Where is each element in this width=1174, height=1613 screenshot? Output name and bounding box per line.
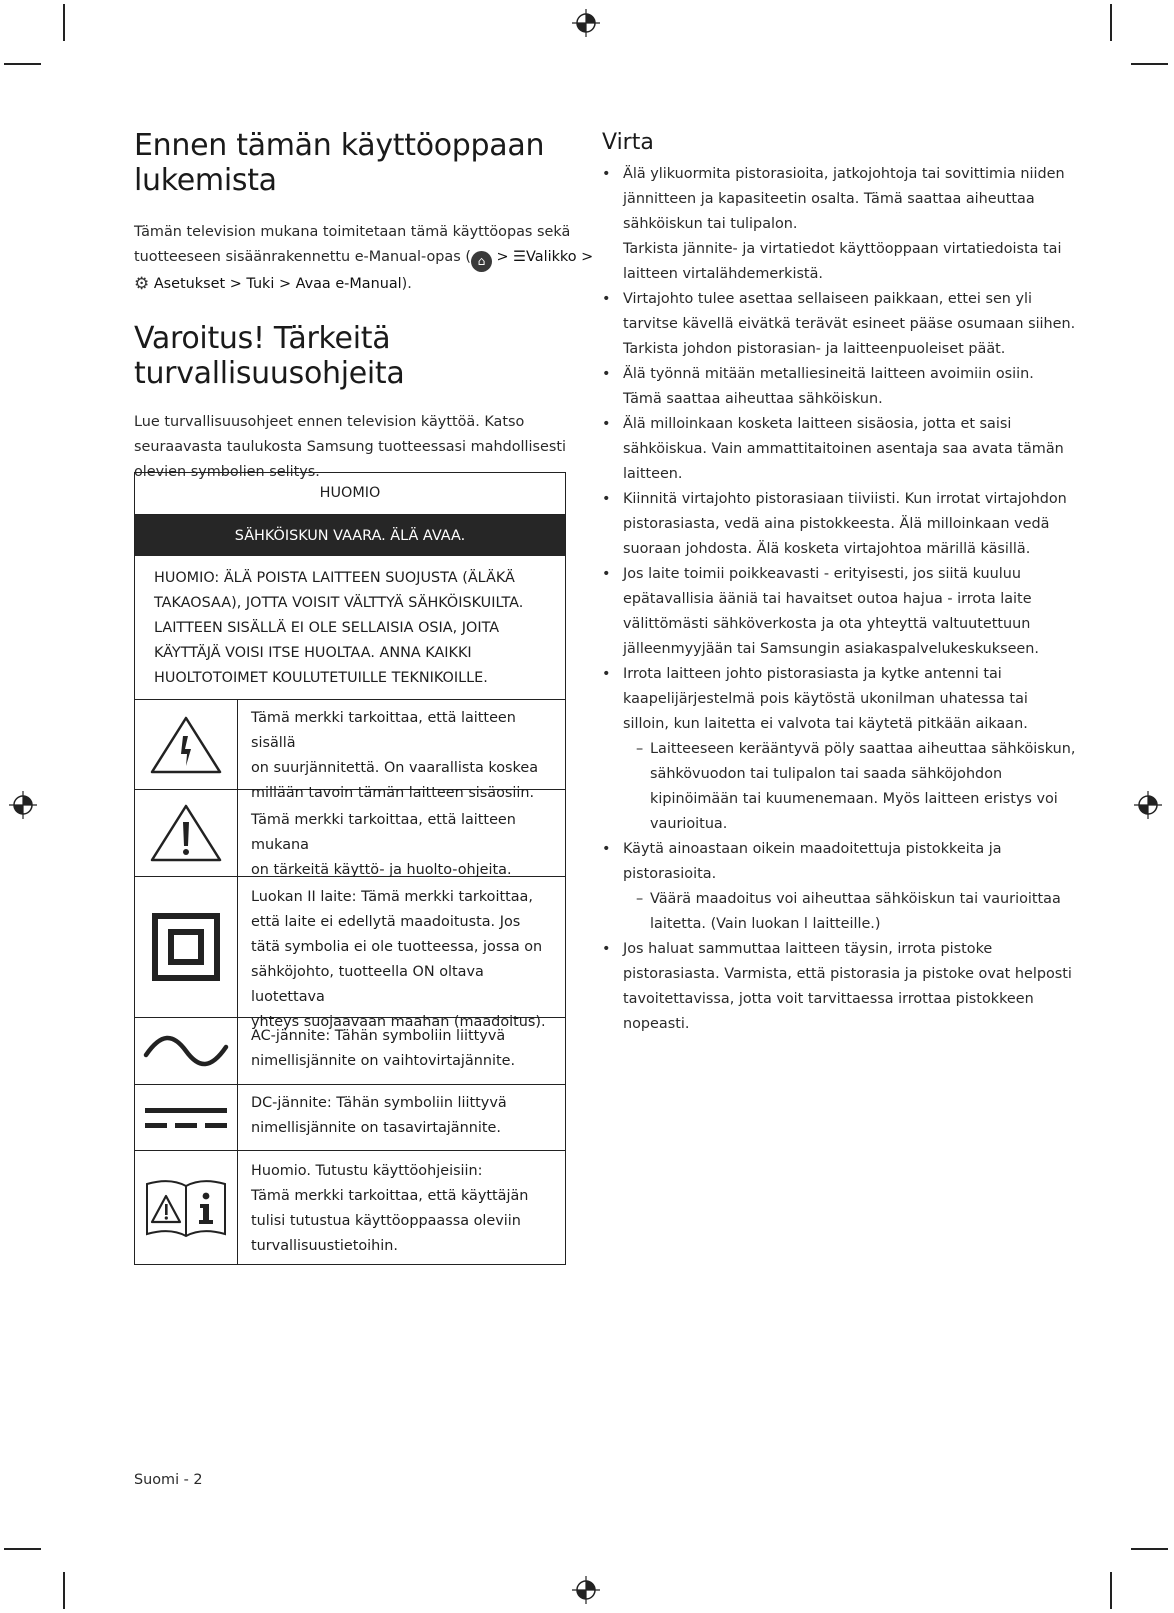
list-item-text bbox=[623, 562, 1047, 662]
manual-info-icon bbox=[143, 1176, 229, 1240]
text-line: Virtajohto tulee asettaa sellaiseen paikkaan, ettei sen yli bbox=[623, 291, 1033, 307]
bullet-icon: • bbox=[602, 841, 611, 857]
text-line: silloin, kun laitetta ei valvota tai käytetä pitkään aikaan. bbox=[623, 716, 1028, 732]
text-line: kipinöimään tai kuumenemaan. Myös laitteen eristys voi bbox=[650, 791, 1058, 807]
table-row bbox=[135, 790, 565, 877]
title-line: turvallisuusohjeita bbox=[134, 356, 405, 391]
warning-text bbox=[135, 556, 565, 700]
text-line: sähköiskua. Vain ammattitaitoinen asentaja saa avata tämän bbox=[623, 441, 1064, 457]
bullet-icon: • bbox=[602, 666, 611, 682]
table-row bbox=[135, 1151, 565, 1264]
text-line: Irrota laitteen johto pistorasiasta ja kytke antenni tai bbox=[623, 666, 1002, 682]
symbol-description bbox=[238, 1151, 565, 1264]
table-row bbox=[135, 1018, 565, 1085]
sub-list-item bbox=[602, 887, 1061, 937]
list-item-text bbox=[623, 837, 1047, 887]
list-item-text bbox=[623, 937, 1072, 1037]
safety-intro-line: seuraavasta taulukosta Samsung tuotteessasi mahdollisesti bbox=[134, 439, 566, 455]
description-line: Tämä merkki tarkoittaa, että laitteen sisällä bbox=[251, 710, 516, 751]
gear-icon: ⚙ bbox=[134, 274, 150, 294]
registration-mark-icon bbox=[571, 1575, 601, 1605]
description-line: turvallisuustietoihin. bbox=[251, 1238, 398, 1254]
text-line: Jos haluat sammuttaa laitteen täysin, irrota pistoke bbox=[623, 941, 993, 957]
text-line: Älä milloinkaan kosketa laitteen sisäosia, jotta et saisi bbox=[623, 416, 1012, 432]
text-line: pistorasiasta, vedä aina pistokkeesta. Älä milloinkaan vedä bbox=[623, 516, 1050, 532]
list-item-text bbox=[623, 162, 1065, 287]
list-item-text bbox=[623, 362, 1047, 412]
warning-line: HUOMIO: ÄLÄ POISTA LAITTEEN SUOJUSTA (ÄLÄKÄ bbox=[154, 570, 515, 586]
crop-mark bbox=[63, 4, 65, 41]
description-line: on tärkeitä käyttö- ja huolto-ohjeita. bbox=[251, 862, 512, 878]
safety-intro-line: olevien symbolien selitys. bbox=[134, 464, 320, 480]
symbol-description bbox=[238, 1085, 565, 1150]
description-line: millään tavoin tämän laitteen sisäosiin. bbox=[251, 785, 535, 801]
table-row bbox=[135, 700, 565, 801]
symbol-cell bbox=[135, 1151, 238, 1264]
list-item-text bbox=[623, 662, 1047, 737]
symbol-description bbox=[238, 877, 565, 1030]
safety-intro-line: Lue turvallisuusohjeet ennen television käyttöä. Katso bbox=[134, 414, 525, 430]
description-line: tätä symbolia ei ole tuotteessa, jossa on bbox=[251, 939, 543, 955]
list-item bbox=[602, 162, 1065, 287]
intro-text: tuotteeseen sisäänrakennettu e-Manual-opas ( bbox=[134, 249, 471, 265]
description-line: yhteys suojaavaan maahan (maadoitus). bbox=[251, 1014, 546, 1030]
text-line: suoraan johdosta. Älä kosketa virtajohtoa märillä käsillä. bbox=[623, 541, 1031, 557]
list-item-text bbox=[623, 412, 1064, 487]
list-item bbox=[602, 937, 1072, 1037]
table-row bbox=[135, 1085, 565, 1151]
list-item bbox=[602, 662, 1047, 737]
crop-mark bbox=[4, 63, 41, 65]
description-line: DC-jännite: Tähän symboliin liittyvä bbox=[251, 1095, 507, 1111]
crop-mark bbox=[63, 1572, 65, 1609]
dash-icon: – bbox=[636, 741, 644, 757]
left-column bbox=[134, 128, 594, 485]
sub-list-item bbox=[602, 737, 1076, 837]
list-item bbox=[602, 412, 1064, 487]
list-item bbox=[602, 562, 1047, 662]
warning-line: HUOLTOTOIMET KOULUTETUILLE TEKNIKOILLE. bbox=[154, 670, 488, 686]
text-line: sähkövuodon tai tulipalon tai saada sähköjohdon bbox=[650, 766, 1003, 782]
description-line: tulisi tutustua käyttöoppaassa oleviin bbox=[251, 1213, 521, 1229]
text-line: epätavallisia ääniä tai havaitset outoa hajua - irrota laite bbox=[623, 591, 1032, 607]
symbol-description bbox=[238, 1018, 565, 1084]
description-line: AC-jännite: Tähän symboliin liittyvä bbox=[251, 1028, 506, 1044]
warning-line: KÄYTTÄJÄ VOISI ITSE HUOLTAA. ANNA KAIKKI bbox=[154, 645, 472, 661]
list-item bbox=[602, 287, 1076, 362]
intro-line bbox=[134, 272, 566, 297]
class-ii-double-square-icon bbox=[151, 912, 221, 982]
text-line: laitteen virtalähdemerkistä. bbox=[623, 266, 823, 282]
bullet-icon: • bbox=[602, 416, 611, 432]
symbol-cell bbox=[135, 877, 238, 1017]
danger-banner: SÄHKÖISKUN VAARA. ÄLÄ AVAA. bbox=[135, 515, 565, 556]
crop-mark bbox=[1110, 1572, 1112, 1609]
crop-mark bbox=[1131, 1548, 1168, 1550]
list-item bbox=[602, 362, 1047, 412]
text-line: Väärä maadoitus voi aiheuttaa sähköiskun tai vaurioittaa bbox=[650, 891, 1061, 907]
warning-line: LAITTEEN SISÄLLÄ EI OLE SELLAISIA OSIA, JOITA bbox=[154, 620, 500, 636]
text-line: Käytä ainoastaan oikein maadoitettuja pistokkeita ja bbox=[623, 841, 1002, 857]
virta-list bbox=[602, 162, 1076, 1037]
symbol-description bbox=[238, 700, 565, 801]
text-line: Tarkista jännite- ja virtatiedot käyttöoppaan virtatiedoista tai bbox=[623, 241, 1062, 257]
right-column bbox=[602, 128, 1076, 1037]
text-line: nopeasti. bbox=[623, 1016, 690, 1032]
symbol-cell bbox=[135, 1018, 238, 1084]
text-line: Tarkista johdon pistorasian- ja laitteenpuoleiset päät. bbox=[623, 341, 1006, 357]
text-line: tarvitse kävellä eivätkä terävät esineet pääse osumaan siihen. bbox=[623, 316, 1076, 332]
description-line: on suurjännitettä. On vaarallista koskea bbox=[251, 760, 539, 776]
dash-icon: – bbox=[636, 891, 644, 907]
text-line: Älä työnnä mitään metalliesineitä laitteen avoimiin osiin. bbox=[623, 366, 1034, 382]
text-line: laitteen. bbox=[623, 466, 683, 482]
text-line: tavoitettavissa, jotta voit tarvittaessa irrottaa pistokkeen bbox=[623, 991, 1034, 1007]
text-line: laitetta. (Vain luokan l laitteille.) bbox=[650, 916, 881, 932]
text-line: välittömästi sähköverkosta ja ota yhteyttä valtuutettuun bbox=[623, 616, 1031, 632]
menu-path-valikko: > ☰Valikko > bbox=[496, 249, 594, 265]
symbol-cell bbox=[135, 1085, 238, 1150]
ac-wave-icon bbox=[143, 1035, 229, 1067]
text-line: vaurioitua. bbox=[650, 816, 728, 832]
symbol-cell bbox=[135, 790, 238, 876]
list-item bbox=[602, 487, 1067, 562]
description-line: Tämä merkki tarkoittaa, että käyttäjän bbox=[251, 1188, 529, 1204]
crop-mark bbox=[4, 1548, 41, 1550]
intro-paragraph bbox=[134, 220, 594, 297]
bullet-icon: • bbox=[602, 941, 611, 957]
text-line: Laitteeseen kerääntyvä pöly saattaa aiheuttaa sähköiskun, bbox=[650, 741, 1076, 757]
intro-line bbox=[134, 245, 594, 272]
home-icon: ⌂ bbox=[471, 251, 492, 272]
text-line: pistorasioita. bbox=[623, 866, 717, 882]
table-row bbox=[135, 877, 565, 1030]
description-line: nimellisjännite on tasavirtajännite. bbox=[251, 1120, 501, 1136]
menu-path-tuki: > Tuki > Avaa e-Manual bbox=[229, 276, 402, 292]
text-line: Tämä saattaa aiheuttaa sähköiskun. bbox=[623, 391, 883, 407]
intro-text: ). bbox=[401, 276, 412, 292]
text-line: Älä ylikuormita pistorasioita, jatkojohtoja tai sovittimia niiden bbox=[623, 166, 1065, 182]
title-line: lukemista bbox=[134, 163, 277, 198]
title-line: Varoitus! Tärkeitä bbox=[134, 321, 391, 356]
description-line: nimellisjännite on vaihtovirtajännite. bbox=[251, 1053, 516, 1069]
crop-mark bbox=[1131, 63, 1168, 65]
text-line: Jos laite toimii poikkeavasti - erityisesti, jos siitä kuuluu bbox=[623, 566, 1021, 582]
page-footer: Suomi - 2 bbox=[134, 1472, 203, 1488]
bullet-icon: • bbox=[602, 491, 611, 507]
menu-path-asetukset: Asetukset bbox=[153, 276, 226, 292]
symbol-cell bbox=[135, 700, 238, 789]
symbol-table bbox=[134, 472, 566, 1265]
lightning-warning-icon bbox=[148, 714, 224, 776]
bullet-icon: • bbox=[602, 366, 611, 382]
intro-line: Tämän television mukana toimitetaan tämä käyttöopas sekä bbox=[134, 224, 571, 240]
text-line: Kiinnitä virtajohto pistorasiaan tiiviisti. Kun irrotat virtajohdon bbox=[623, 491, 1067, 507]
dc-lines-icon bbox=[143, 1103, 229, 1133]
title-line: Ennen tämän käyttöoppaan bbox=[134, 128, 545, 163]
virta-title: Virta bbox=[602, 130, 654, 155]
bullet-icon: • bbox=[602, 166, 611, 182]
text-line: jälleenmyyjään tai Samsungin asiakaspalvelukeskukseen. bbox=[623, 641, 1039, 657]
list-item-text bbox=[623, 287, 1076, 362]
symbol-description bbox=[238, 790, 565, 876]
list-item-text bbox=[623, 487, 1067, 562]
description-line: Luokan II laite: Tämä merkki tarkoittaa, bbox=[251, 889, 533, 905]
registration-mark-icon bbox=[571, 8, 601, 38]
registration-mark-icon bbox=[8, 790, 38, 820]
description-line: Huomio. Tutustu käyttöohjeisiin: bbox=[251, 1163, 483, 1179]
description-line: sähköjohto, tuotteella ON oltava luotettava bbox=[251, 964, 484, 1005]
table-header: HUOMIO bbox=[135, 473, 565, 515]
text-line: jännitteen ja kapasiteetin osalta. Tämä saattaa aiheuttaa bbox=[623, 191, 1035, 207]
bullet-icon: • bbox=[602, 566, 611, 582]
description-line: Tämä merkki tarkoittaa, että laitteen mukana bbox=[251, 812, 516, 853]
list-item bbox=[602, 837, 1047, 887]
description-line: että laite ei edellytä maadoitusta. Jos bbox=[251, 914, 521, 930]
crop-mark bbox=[1110, 4, 1112, 41]
exclamation-warning-icon bbox=[148, 802, 224, 864]
intro-title bbox=[134, 128, 566, 198]
warning-line: TAKAOSAA), JOTTA VOISIT VÄLTTYÄ SÄHKÖISKUILTA. bbox=[154, 595, 524, 611]
text-line: pistorasiasta. Varmista, että pistorasia ja pistoke ovat helposti bbox=[623, 966, 1072, 982]
bullet-icon: • bbox=[602, 291, 611, 307]
text-line: sähköiskun tai tulipalon. bbox=[623, 216, 798, 232]
safety-title bbox=[134, 321, 566, 391]
text-line: kaapelijärjestelmä pois käytöstä ukonilman uhatessa tai bbox=[623, 691, 1028, 707]
registration-mark-icon bbox=[1133, 790, 1163, 820]
